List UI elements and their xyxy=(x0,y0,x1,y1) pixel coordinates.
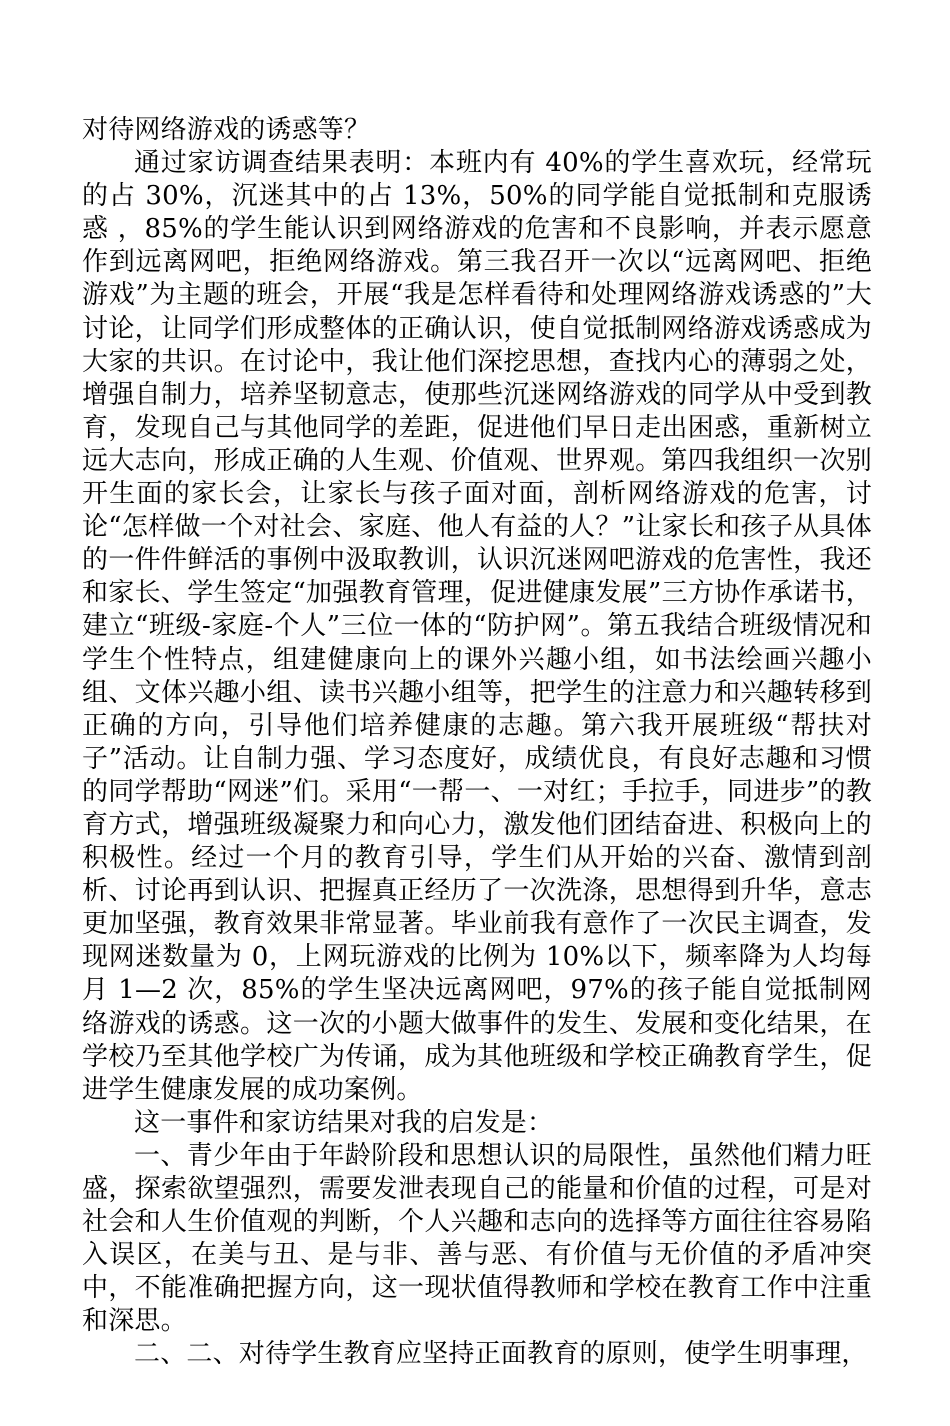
paragraph-point-one: 一、青少年由于年龄阶段和思想认识的局限性，虽然他们精力旺盛，探索欲望强烈，需要发泄表现自己的能量和价值的过程，可是对社会和人生价值观的判断，个人兴趣和志向的选择等方面往往容易陷入误区，在美与丑、是与非、善与恶、有价值与无价值的矛盾冲突中，不能准确把握方向，这一现状值得教师和学校在教育工作中注重和深思。 xyxy=(82,1140,872,1337)
paragraph-survey-results: 通过家访调查结果表明：本班内有 40%的学生喜欢玩，经常玩的占 30%，沉迷其中的占 13%，50%的同学能自觉抵制和克服诱惑 ，85%的学生能认识到网络游戏的危害和不良影响，并表示愿意作到远离网吧，拒绝网络游戏。第三我召开一次以“远离网吧、拒绝游戏”为主题的班会，开展“我是怎样看待和处理网络游戏诱惑的”大讨论，让同学们形成整体的正确认识，使自觉抵制网络游戏诱惑成为大家的共识。在讨论中，我让他们深挖思想，查找内心的薄弱之处，增强自制力，培养坚韧意志，使那些沉迷网络游戏的同学从中受到教育，发现自己与其他同学的差距，促进他们早日走出困惑，重新树立远大志向，形成正确的人生观、价值观、世界观。第四我组织一次别开生面的家长会，让家长与孩子面对面，剖析网络游戏的危害，讨论“怎样做一个对社会、家庭、他人有益的人？”让家长和孩子从具体的一件件鲜活的事例中汲取教训，认识沉迷网吧游戏的危害性，我还和家长、学生签定“加强教育管理，促进健康发展”三方协作承诺书，建立“班级-家庭-个人”三位一体的“防护网”。第五我结合班级情况和学生个性特点，组建健康向上的课外兴趣小组，如书法绘画兴趣小组、文体兴趣小组、读书兴趣小组等，把学生的注意力和兴趣转移到正确的方向，引导他们培养健康的志趣。第六我开展班级“帮扶对子”活动。让自制力强、学习态度好，成绩优良，有良好志趣和习惯的同学帮助“网迷”们。采用“一帮一、一对红；手拉手，同进步”的教育方式，增强班级凝聚力和向心力，激发他们团结奋进、积极向上的积极性。经过一个月的教育引导，学生们从开始的兴奋、激情到剖析、讨论再到认识、把握真正经历了一次洗涤，思想得到升华，意志更加坚强，教育效果非常显著。毕业前我有意作了一次民主调查，发现网迷数量为 0，上网玩游戏的比例为 10%以下，频率降为人均每月 1—2 次，85%的学生坚决远离网吧，97%的孩子能自觉抵制网络游戏的诱惑。这一次的小题大做事件的发生、发展和变化结果，在学校乃至其他学校广为传诵，成为其他班级和学校正确教育学生，促进学生健康发展的成功案例。 xyxy=(82,148,872,1105)
paragraph-inspiration-intro: 这一事件和家访结果对我的启发是： xyxy=(134,1107,554,1138)
paragraph-continuation: 对待网络游戏的诱惑等？ xyxy=(82,115,371,145)
paragraph-point-two: 二、二、对待学生教育应坚持正面教育的原则，使学生明事理， xyxy=(134,1339,868,1370)
document-body xyxy=(82,114,872,1372)
